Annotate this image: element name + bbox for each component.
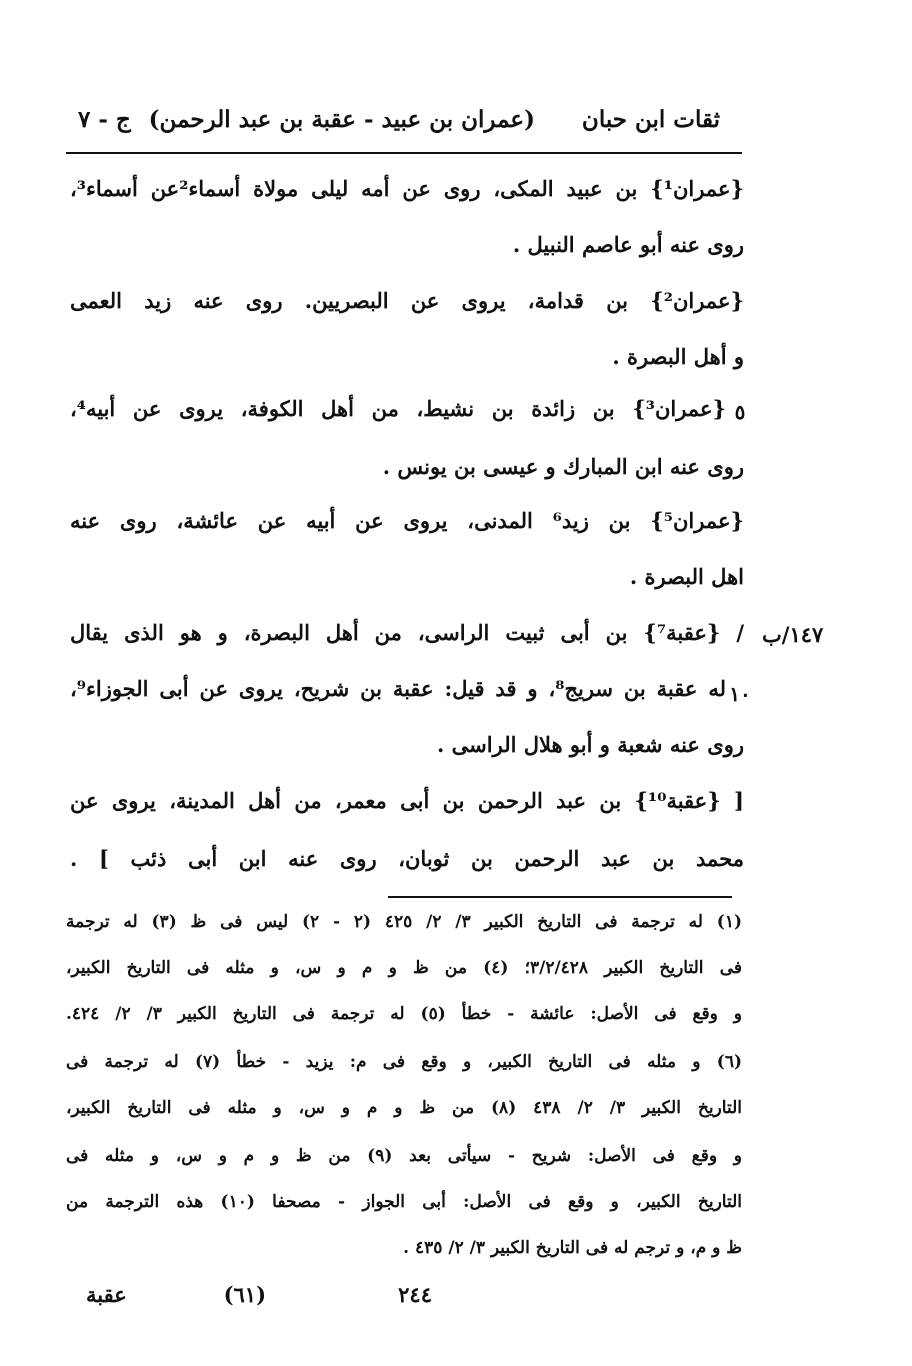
body-line: روى عنه شعبة و أبو هلال الراسى . xyxy=(437,732,744,757)
header-rule xyxy=(66,152,742,154)
body-line: روى عنه ابن المبارك و عيسى بن يونس . xyxy=(382,454,744,479)
footnote-line: التاريخ الكبير، و وقع فى الأصل: أبى الجواز - مصحفا (١٠) هذه الترجمة من xyxy=(66,1192,742,1212)
body-line: {عمران³} بن زائدة بن نشيط، من أهل الكوفة، يروى عن أبيه⁴، xyxy=(70,396,726,421)
body-line: روى عنه أبو عاصم النبيل . xyxy=(512,232,744,257)
footnote-line: (٦) و مثله فى التاريخ الكبير، و وقع فى م: يزيد - خطأ (٧) له ترجمة فى xyxy=(66,1052,743,1072)
body-line: محمد بن عبد الرحمن بن ثوبان، روى عنه ابن أبى ذئب ] . xyxy=(70,846,744,871)
page-number: ٢٤٤ xyxy=(398,1282,432,1307)
folio-marker: ١٤٧/ب xyxy=(762,622,824,647)
body-line: / {عقبة⁷} بن أبى ثبيت الراسى، من أهل البصرة، و هو الذى يقال xyxy=(70,620,744,645)
footnote-line: ظ و م، و ترجم له فى التاريخ الكبير ٣/ ٢/ ٤٣٥ . xyxy=(403,1238,742,1258)
line-number: ١٠ xyxy=(729,682,751,706)
page-footer xyxy=(60,1282,740,1322)
line-number: ٥ xyxy=(734,400,746,424)
volume-label: ج - ٧ xyxy=(78,106,131,133)
body-line: له عقبة بن سريج⁸، و قد قيل: عقبة بن شريح، يروى عن أبى الجوزاء⁹، xyxy=(70,676,726,701)
book-title: ثقات ابن حبان xyxy=(581,106,720,133)
body-line: {عمران¹} بن عبيد المكى، روى عن أمه ليلى مولاة أسماء²عن أسماء³، xyxy=(70,176,744,201)
body-line: [ {عقبة¹⁰} بن عبد الرحمن بن أبى معمر، من أهل المدينة، يروى عن xyxy=(70,788,744,813)
body-line: {عمران⁵} بن زيد⁶ المدنى، يروى عن أبيه عن عائشة، روى عنه xyxy=(70,508,745,533)
footnote-rule xyxy=(388,896,732,898)
signature-mark: (٦١) xyxy=(223,1282,266,1307)
footnote-line: و وقع فى الأصل: شريح - سيأتى بعد (٩) من ظ و م و س، و مثله فى xyxy=(66,1146,743,1166)
body-line: و أهل البصرة . xyxy=(612,344,744,369)
section-title: (عمران بن عبيد - عقبة بن عبد الرحمن) xyxy=(148,106,535,133)
catchword: عقبة xyxy=(86,1282,127,1307)
footnote-line: التاريخ الكبير ٣/ ٢/ ٤٣٨ (٨) من ظ و م و س، و مثله فى التاريخ الكبير، xyxy=(66,1098,742,1118)
body-line: {عمران²} بن قدامة، يروى عن البصريين. روى عنه زيد العمى xyxy=(70,288,744,313)
body-line: اهل البصرة . xyxy=(629,564,744,589)
footnote-line: و وقع فى الأصل: عائشة - خطأ (٥) له ترجمة فى التاريخ الكبير ٣/ ٢/ ٤٢٤. xyxy=(66,1004,743,1024)
running-header xyxy=(60,100,720,146)
footnote-line: (١) له ترجمة فى التاريخ الكبير ٣/ ٢/ ٤٢٥ (٢ - ٢) ليس فى ظ (٣) له ترجمة xyxy=(66,912,742,932)
footnote-line: فى التاريخ الكبير ٣/٢/٤٢٨؛ (٤) من ظ و م و س، و مثله فى التاريخ الكبير، xyxy=(66,958,743,978)
